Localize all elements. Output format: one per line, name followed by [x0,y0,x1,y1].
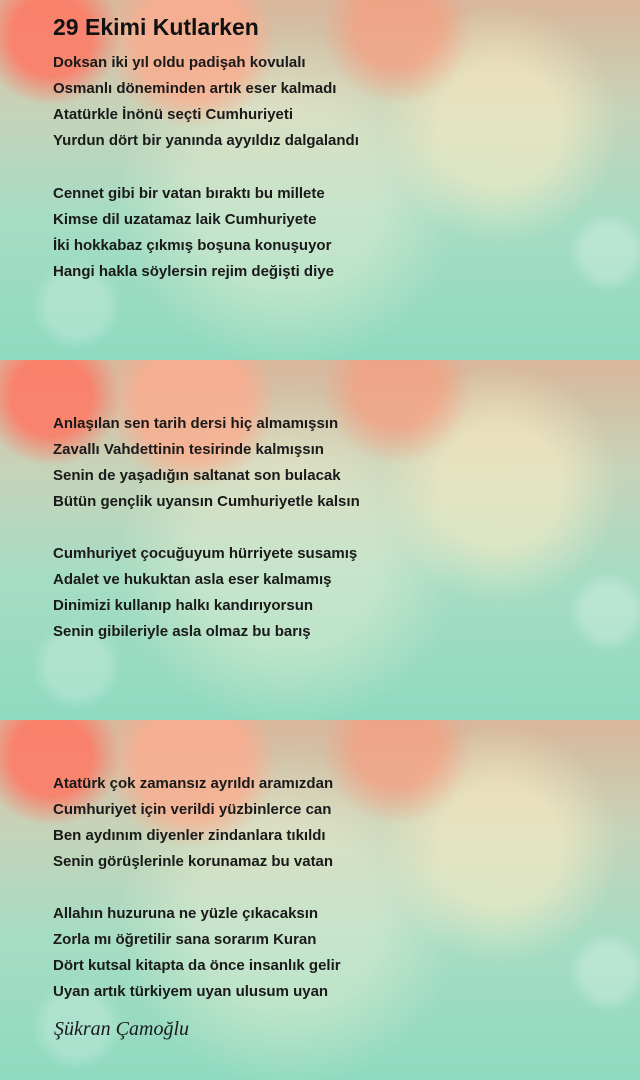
poem-line: Zorla mı öğretilir sana sorarım Kuran [53,931,317,948]
poem-panel-1 [0,0,640,360]
poem-line: Zavallı Vahdettinin tesirinde kalmışsın [53,441,324,458]
stanza [53,901,341,1005]
poem-line: Kimse dil uzatamaz laik Cumhuriyete [53,211,317,228]
poem-line: Yurdun dört bir yanında ayyıldız dalgalandı [53,132,359,149]
poem-line: Senin görüşlerinle korunamaz bu vatan [53,853,334,870]
poem-line: İki hokkabaz çıkmış boşuna konuşuyor [53,237,332,254]
poem-line: Atatürkle İnönü seçti Cumhuriyeti [53,106,294,123]
poem-line: Hangi hakla söylersin rejim değişti diye [53,263,334,280]
poem-line: Anlaşılan sen tarih dersi hiç almamışsın [53,415,339,432]
poem-line: Cumhuriyet için verildi yüzbinlerce can [53,801,332,818]
poem-line: Allahın huzuruna ne yüzle çıkacaksın [53,905,319,922]
stanza [53,411,360,515]
stanza [53,50,359,154]
stanza [53,541,357,645]
poem-panel-3 [0,720,640,1080]
poem-line: Cennet gibi bir vatan bıraktı bu millete [53,185,325,202]
stanza [53,181,334,285]
poem-line: Adalet ve hukuktan asla eser kalmamış [53,571,332,588]
poem-line: Doksan iki yıl oldu padişah kovulalı [53,54,306,71]
poem-author: Şükran Çamoğlu [54,1018,189,1040]
poem-line: Osmanlı döneminden artık eser kalmadı [53,80,337,97]
poem-line: Cumhuriyet çocuğuyum hürriyete susamış [53,545,358,562]
poem-line: Senin de yaşadığın saltanat son bulacak [53,467,341,484]
poem-line: Senin gibileriyle asla olmaz bu barış [53,623,311,640]
poem-line: Uyan artık türkiyem uyan ulusum uyan [53,983,329,1000]
poem-line: Atatürk çok zamansız ayrıldı aramızdan [53,775,334,792]
stanza [53,771,333,875]
poem-line: Ben aydınım diyenler zindanlara tıkıldı [53,827,326,844]
poem-line: Dinimizi kullanıp halkı kandırıyorsun [53,597,314,614]
poem-title: 29 Ekimi Kutlarken [53,14,259,40]
poem-line: Dört kutsal kitapta da önce insanlık gelir [53,957,341,974]
poem-line: Bütün gençlik uyansın Cumhuriyetle kalsın [53,493,360,510]
poem-panel-2 [0,360,640,720]
